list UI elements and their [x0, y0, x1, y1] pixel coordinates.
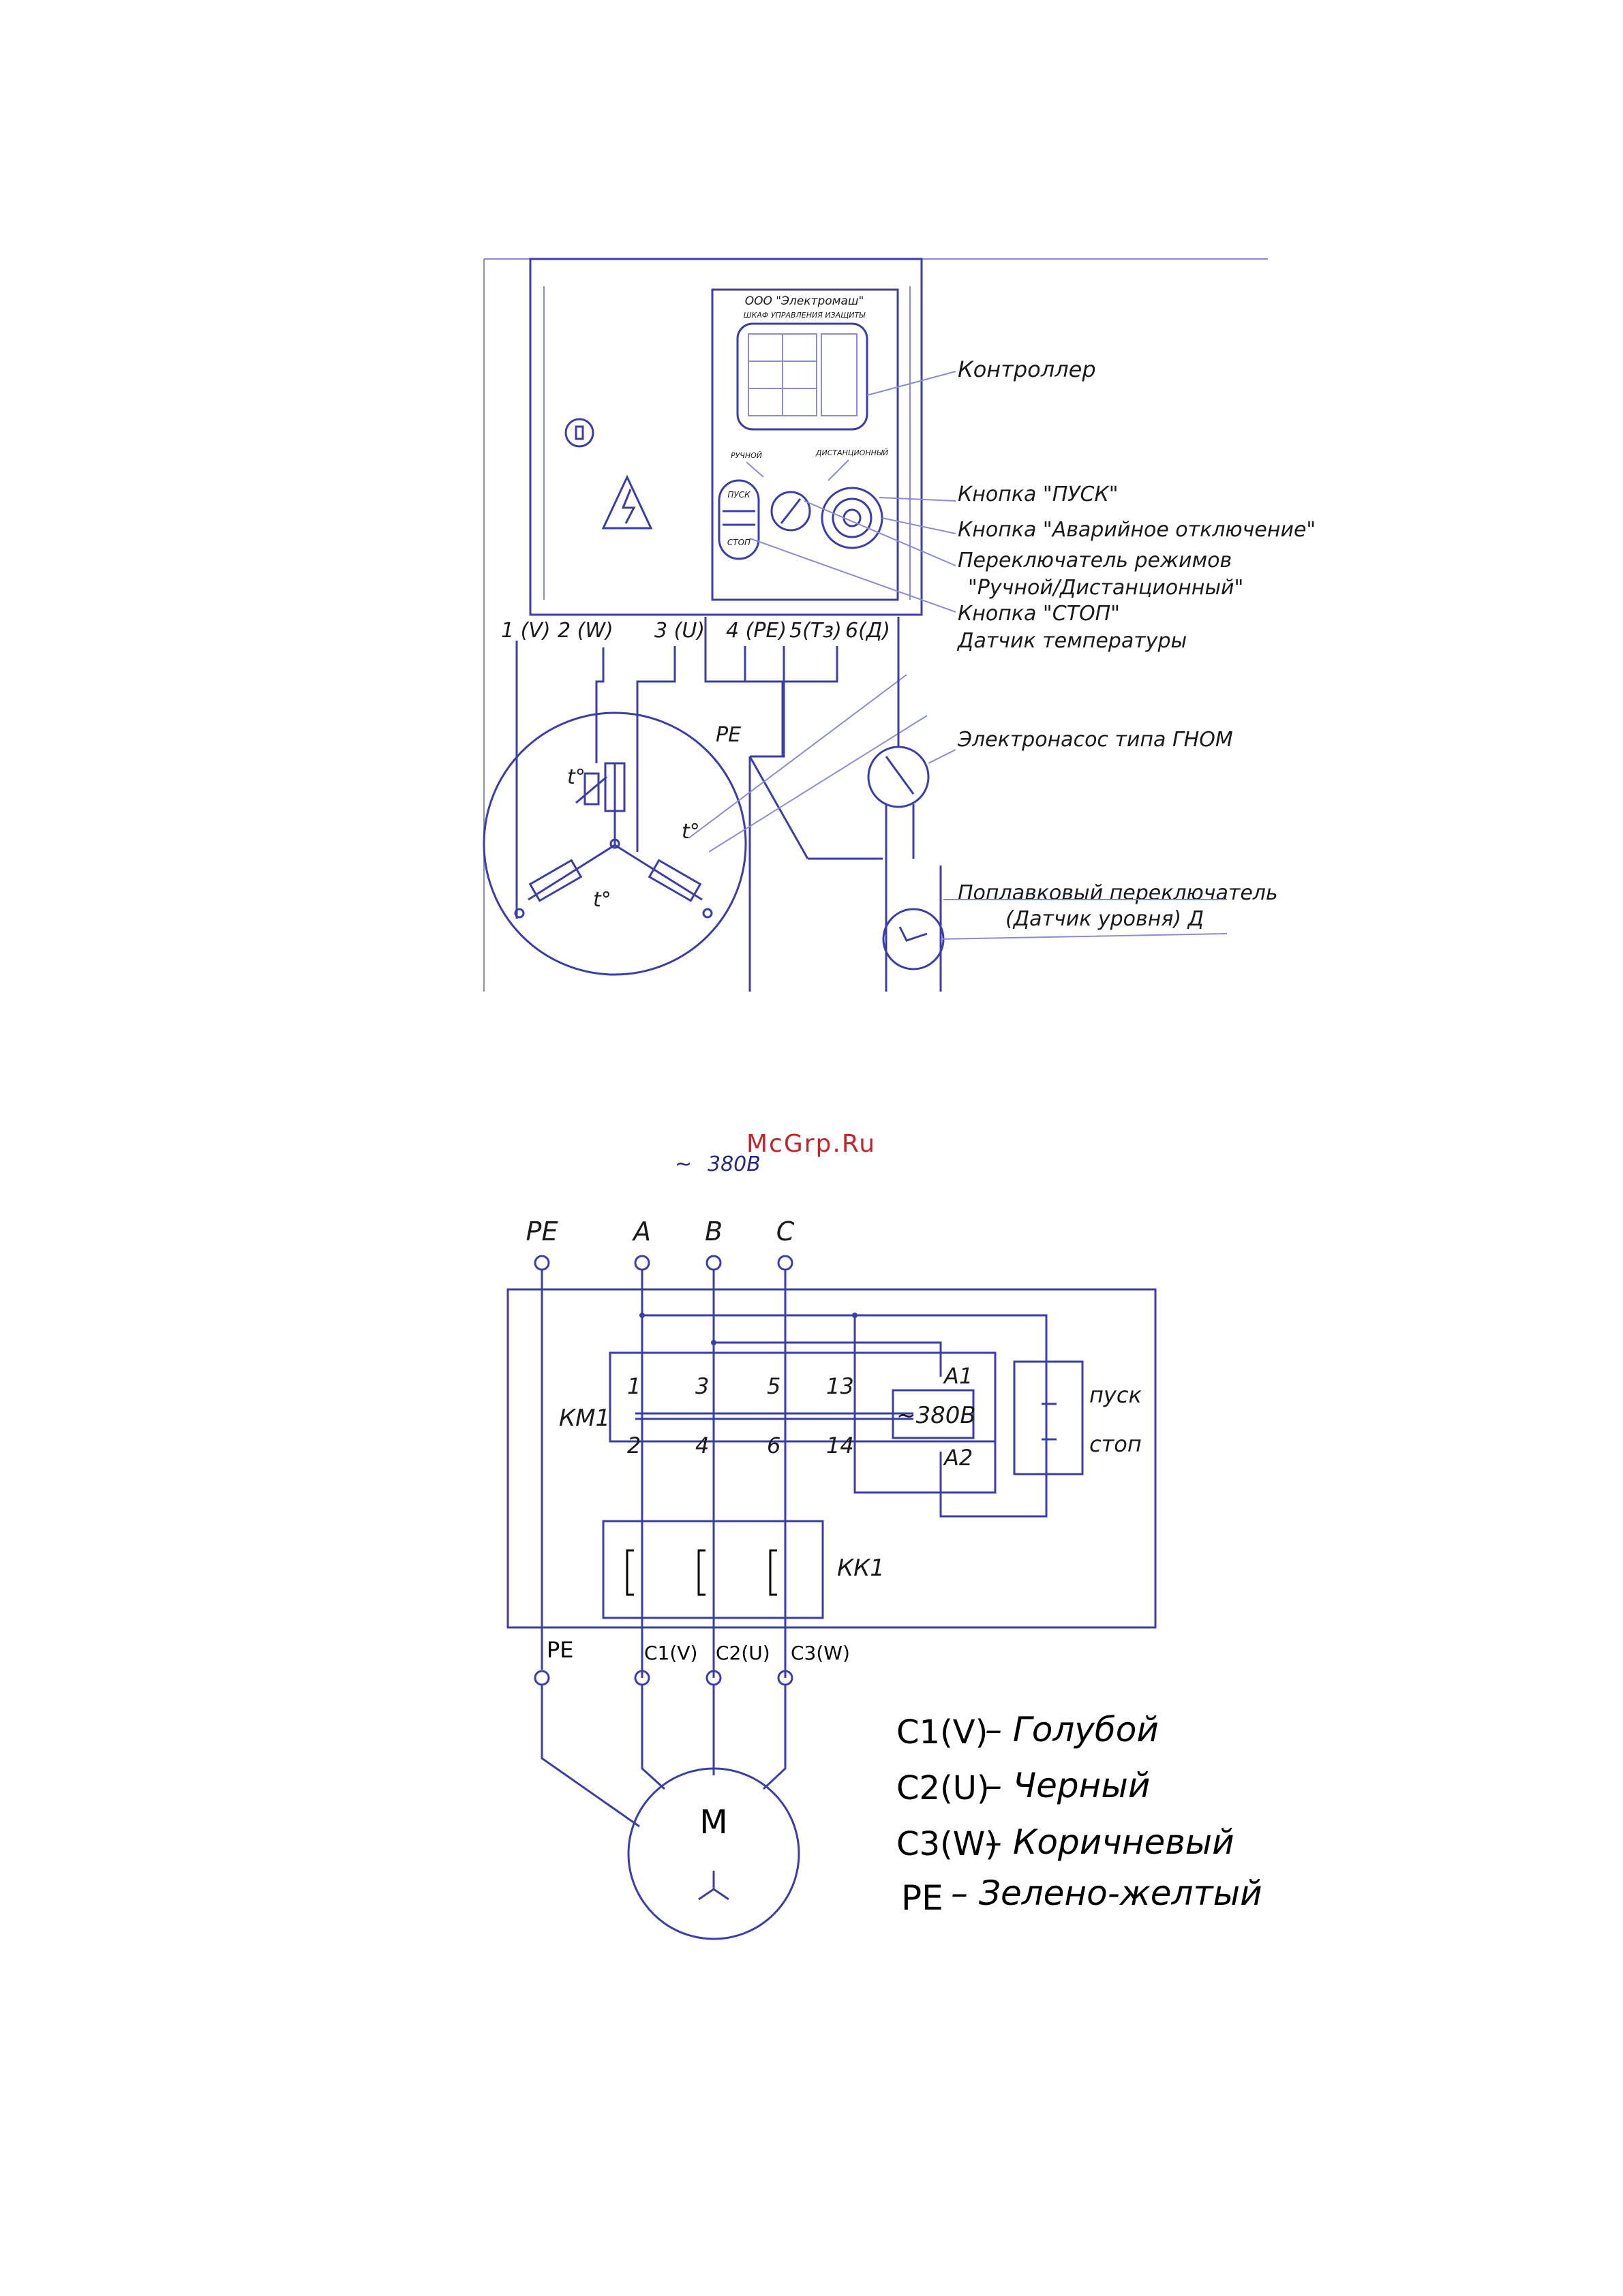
button-block [1014, 1362, 1082, 1474]
legend-key: PE [901, 1878, 943, 1918]
output-pe: PE [547, 1637, 574, 1663]
input-terminal [535, 1256, 549, 1270]
terminal-dot [703, 909, 712, 917]
wire-w [596, 647, 603, 763]
input-a: A [633, 1216, 651, 1246]
legend-value: – Черный [985, 1766, 1151, 1805]
lightning-icon [623, 489, 634, 523]
km1-contact-13: 13 [826, 1373, 854, 1399]
legend-value: – Голубой [985, 1710, 1159, 1749]
mode-remote-label: ДИСТАНЦИОННЫЙ [815, 448, 889, 457]
wire-pe [750, 646, 784, 756]
pe-label: PE [716, 723, 742, 747]
output-c1: C1(V) [644, 1642, 698, 1664]
callout-mode-switch-values: "Ручной/Дистанционный" [968, 576, 1244, 600]
callout-emergency-button: Кнопка "Аварийное отключение" [958, 518, 1316, 542]
motor-feed-3 [763, 1685, 785, 1789]
lock-slot [576, 427, 583, 439]
terminal-1: 1 (V) [501, 619, 551, 643]
terminal-2: 2 (W) [558, 619, 613, 643]
km1-contact-4: 4 [695, 1433, 710, 1458]
motor-label: M [699, 1803, 728, 1841]
lock-icon [566, 419, 593, 446]
km1-label: КМ1 [559, 1405, 611, 1432]
temp-symbol-3: t° [593, 888, 611, 912]
heater-element [627, 1550, 634, 1595]
leader-line [828, 460, 849, 480]
km1-contact-6: 6 [767, 1433, 781, 1458]
panel-subtitle: ШКАФ УПРАВЛЕНИЯ ИЗАЩИТЫ [743, 311, 866, 320]
legend-value: – Зелено-желтый [951, 1873, 1262, 1913]
input-terminal [707, 1256, 721, 1270]
motor-icon [628, 1769, 799, 1939]
leader-line [750, 538, 956, 612]
legend-key: C3(W) [896, 1825, 998, 1863]
terminal-6: 6(Д) [845, 619, 890, 643]
pump-icon [868, 747, 928, 807]
junction-dot [711, 1340, 716, 1345]
km1-contact-1: 1 [627, 1373, 641, 1399]
callout-controller: Контроллер [958, 356, 1096, 382]
input-pe: PE [526, 1216, 558, 1246]
leader-line [709, 716, 927, 852]
km1-contact-3: 3 [695, 1373, 710, 1399]
temp-symbol-1: t° [567, 765, 586, 789]
stop-label: стоп [1089, 1431, 1142, 1457]
callout-float-switch: Поплавковый переключатель [958, 881, 1278, 905]
legend-key: C2(U) [896, 1769, 990, 1807]
output-terminal [535, 1671, 549, 1685]
legend-key: C1(V) [896, 1713, 988, 1751]
leader-line [928, 750, 956, 763]
control-wire-a [642, 1315, 1046, 1516]
heater-element [699, 1550, 706, 1595]
km1-contact-2: 2 [627, 1433, 641, 1458]
leader-line [879, 498, 956, 501]
wire-u [637, 646, 675, 852]
kk1-label: КК1 [837, 1555, 885, 1582]
control-wire-b [714, 1343, 941, 1377]
color-legend [896, 1710, 1262, 1918]
legend-value: – Коричневый [985, 1822, 1234, 1862]
motor-pe-wire [542, 1685, 639, 1826]
leader-line [688, 675, 907, 838]
coil-voltage: ~380В [896, 1402, 976, 1429]
temp-symbol-2: t° [682, 820, 700, 844]
leader-line [941, 934, 1227, 939]
leader-line [746, 462, 763, 477]
input-b: B [704, 1216, 723, 1246]
heater-element [770, 1550, 777, 1595]
km1-contact-5: 5 [767, 1373, 781, 1399]
motor-feed-1 [642, 1685, 665, 1789]
callout-pump: Электронасос типа ГНОМ [958, 728, 1233, 752]
output-c2: C2(U) [716, 1642, 770, 1664]
terminal-4: 4 (PE) [726, 619, 787, 643]
mode-switch-handle [781, 499, 800, 523]
company-label: ООО "Электромаш" [744, 294, 864, 308]
winding-w [615, 845, 702, 900]
coil-a1: A1 [944, 1363, 973, 1389]
output-c3: C3(W) [791, 1642, 850, 1664]
callout-mode-switch: Переключатель режимов [958, 549, 1232, 572]
star-symbol [699, 1889, 714, 1899]
emergency-button-icon [822, 488, 882, 548]
panel-plate [712, 290, 898, 600]
callout-start-button: Кнопка "ПУСК" [958, 483, 1119, 506]
start-button-label: ПУСК [727, 490, 750, 500]
cabinet-drawing [484, 259, 1316, 992]
input-c: C [776, 1216, 795, 1246]
terminal-3: 3 (U) [654, 619, 705, 643]
input-terminal [635, 1256, 649, 1270]
controller-display [821, 334, 857, 416]
coil-a2: A2 [944, 1445, 973, 1471]
supply-voltage: 380В [708, 1152, 761, 1176]
mode-manual-label: РУЧНОЙ [730, 451, 763, 460]
stop-button-label: СТОП [727, 538, 751, 547]
controller-icon [738, 324, 867, 429]
wiring-schematic [508, 1152, 1155, 1939]
watermark-text: McGrp.Ru [746, 1130, 877, 1158]
star-symbol [714, 1889, 729, 1899]
emergency-button-inner [833, 499, 871, 537]
input-terminal [778, 1256, 792, 1270]
enclosure [508, 1289, 1155, 1627]
callout-temp-sensor: Датчик температуры [958, 629, 1187, 653]
callout-stop-button: Кнопка "СТОП" [958, 602, 1120, 626]
float-contact [900, 927, 927, 940]
junction-dot [852, 1313, 858, 1318]
km1-contact-14: 14 [826, 1433, 854, 1458]
leader-line [882, 518, 956, 534]
callout-float-switch-sensor: (Датчик уровня) Д [1005, 907, 1204, 931]
leader-line [867, 371, 956, 395]
junction-dot [639, 1313, 645, 1318]
terminal-5: 5(Тз) [789, 619, 842, 643]
supply-symbol: ~ [675, 1152, 693, 1176]
start-label: пуск [1089, 1382, 1142, 1408]
pump-contact [886, 756, 913, 794]
